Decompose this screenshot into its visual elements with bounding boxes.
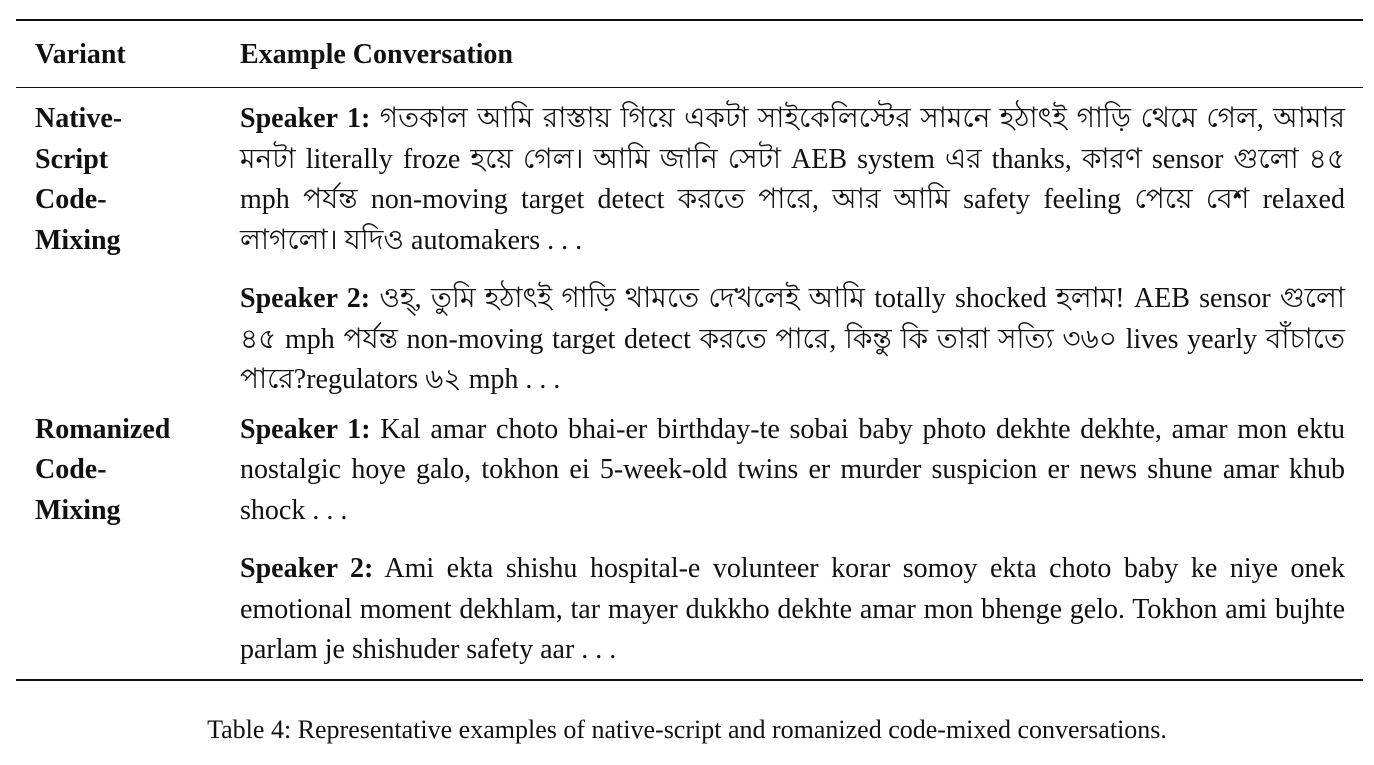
- variant-label-romanized: [35, 410, 215, 532]
- table-body: [16, 88, 1363, 679]
- header-example-conversation: Example Conversation: [240, 39, 513, 70]
- table-caption: Table 4: Representative examples of native-script and romanized code-mixed conversations.: [207, 715, 1167, 744]
- table-row-romanized: [16, 401, 1363, 679]
- utterance-text: ওহ্, তুমি হঠাৎই গাড়ি থামতে দেখলেই আমি totally shocked হলাম! AEB sensor গুলো ৪৫ mph পর্যন্ত non-moving target detect করতে পারে, কিন্তু কি তারা সত্যি ৩৬০ lives yearly বাঁচাতে পারে?regulators ৬২ mph . . .: [240, 283, 1345, 395]
- variant-label-native-script: [35, 99, 215, 261]
- utterance-native-speaker-1: [240, 99, 1345, 261]
- table-bottom-rule: [16, 679, 1363, 681]
- variant-label-line: Native-: [35, 103, 123, 134]
- utterance-romanized-speaker-2: [240, 549, 1345, 679]
- variant-label-line: Script: [35, 143, 109, 175]
- utterance-native-speaker-2: [240, 279, 1345, 401]
- variant-label-line: Code-: [35, 184, 107, 215]
- table-header-row: [16, 21, 1363, 87]
- variant-label-line: Mixing: [35, 494, 121, 526]
- header-variant: Variant: [35, 39, 126, 70]
- table-row-native-script: [16, 88, 1363, 401]
- utterance-romanized-speaker-1: [240, 410, 1345, 532]
- speaker-label: Speaker 1:: [240, 103, 371, 134]
- utterance-text: Kal amar choto bhai-er birthday-te sobai baby photo dekhte dekhte, amar mon ektu nostalgic hoye galo, tokhon ei 5-week-old twins er murder suspicion er news shune amar khub shock . . .: [240, 413, 1345, 526]
- utterance-text: গতকাল আমি রাস্তায় গিয়ে একটা সাইকেলিস্টের সামনে হঠাৎই গাড়ি থেমে গেল, আমার মনটা literally froze হয়ে গেল। আমি জানি সেটা AEB system এর thanks, কারণ sensor গুলো ৪৫ mph পর্যন্ত non-moving target detect করতে পারে, আর আমি safety feeling পেয়ে বেশ relaxed লাগলো। যদিও automakers . . .: [240, 103, 1345, 256]
- speaker-label: Speaker 1:: [240, 413, 371, 445]
- variant-label-line: Code-: [35, 454, 107, 485]
- speaker-label: Speaker 2:: [240, 283, 371, 314]
- variant-label-line: Romanized: [35, 413, 171, 445]
- examples-table: [16, 19, 1363, 681]
- variant-label-line: Mixing: [35, 224, 121, 256]
- utterance-text: Ami ekta shishu hospital-e volunteer korar somoy ekta choto baby ke niye onek emotional moment dekhlam, tar mayer dukkho dekhte amar mon bhenge gelo. Tokhon ami bujhte parlam je shishuder safety aar . . .: [240, 553, 1345, 665]
- speaker-label: Speaker 2:: [240, 553, 374, 584]
